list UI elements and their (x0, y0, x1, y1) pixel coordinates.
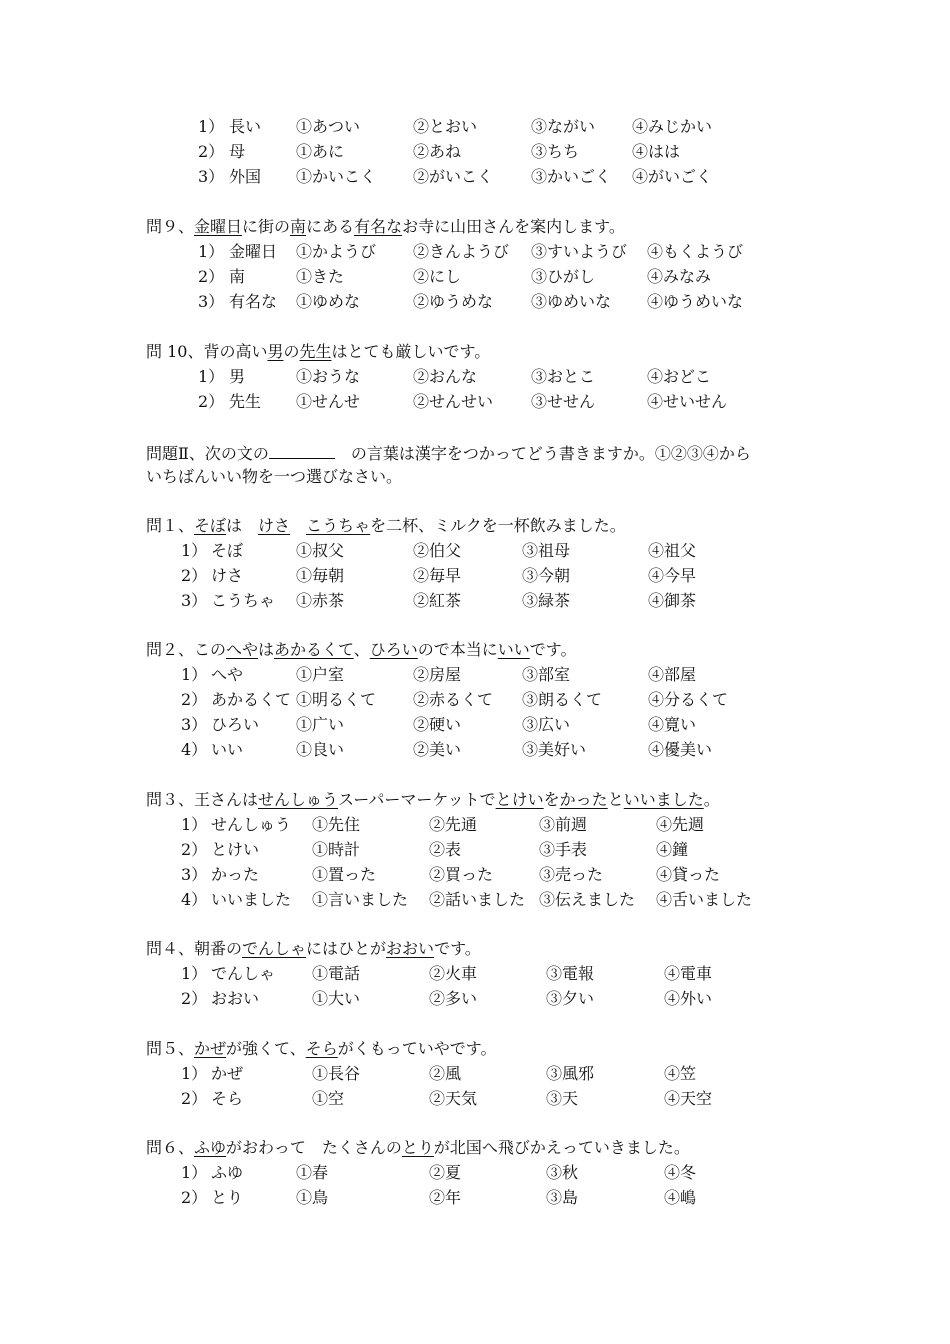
item-word: せんしゅう (211, 815, 292, 834)
option-3: ③電報 (546, 964, 595, 983)
option-2: ②風 (429, 1064, 462, 1083)
option-3: ③部室 (522, 665, 571, 684)
option-1: ①おうな (296, 367, 361, 386)
item-word: ふゆ (211, 1163, 244, 1182)
question-text (146, 939, 481, 959)
item-word: へや (211, 665, 244, 684)
option-4: ④先週 (656, 815, 705, 834)
option-2: ②とおい (413, 117, 478, 136)
option-3: ③天 (546, 1089, 579, 1108)
question-fragment: にはひとが (306, 939, 387, 958)
underlined-word: あかるくて (274, 640, 354, 659)
option-3: ③緑茶 (522, 591, 571, 610)
item-number: 3） (198, 167, 225, 186)
option-4: ④もくようび (647, 242, 744, 261)
option-1: ①空 (312, 1089, 345, 1108)
question-fragment: はとても厳しいです。 (331, 342, 491, 361)
item-number: 3） (181, 715, 208, 734)
option-2: ②年 (429, 1188, 462, 1207)
underlined-word: でんしゃ (242, 939, 307, 958)
option-1: ①赤茶 (296, 591, 345, 610)
item-word: そら (211, 1089, 244, 1108)
option-2: ②硬い (413, 715, 462, 734)
option-4: ④優美い (648, 740, 713, 759)
option-4: ④寛い (648, 715, 697, 734)
option-1: ①電話 (312, 964, 361, 983)
question-fragment: 。 (703, 790, 720, 809)
option-1: ①叔父 (296, 541, 345, 560)
option-4: ④はは (632, 142, 681, 161)
option-3: ③秋 (546, 1163, 579, 1182)
blank-underline (269, 442, 335, 459)
item-number: 2） (181, 989, 208, 1008)
option-1: ①明るくて (296, 690, 377, 709)
option-3: ③祖母 (522, 541, 571, 560)
option-3: ③伝えました (539, 890, 636, 909)
question-fragment: に街の (242, 217, 291, 236)
item-word: けさ (211, 566, 244, 585)
option-4: ④鐘 (656, 840, 689, 859)
item-word: いい (211, 740, 244, 759)
item-word: 母 (229, 142, 246, 161)
question-fragment: 問 10、背の高い (146, 342, 268, 361)
underlined-word: 金曜日 (194, 217, 243, 236)
item-number: 2） (181, 840, 208, 859)
item-word: とり (211, 1188, 244, 1207)
option-2: ②房屋 (413, 665, 462, 684)
option-1: ①かようび (296, 242, 377, 261)
option-3: ③ひがし (531, 267, 596, 286)
underlined-word: 有名な (354, 217, 403, 236)
item-word: ひろい (211, 715, 260, 734)
option-2: ②美い (413, 740, 462, 759)
option-3: ③島 (546, 1188, 579, 1207)
option-3: ③今朝 (522, 566, 571, 585)
item-word: 外国 (229, 167, 262, 186)
question-text (146, 1138, 690, 1158)
item-word: 男 (229, 367, 246, 386)
underlined-word: いい (497, 640, 530, 659)
item-number: 1） (181, 541, 208, 560)
item-word: 長い (229, 117, 262, 136)
question-fragment: スーパーマーケットで (338, 790, 496, 809)
item-number: 1） (181, 1163, 208, 1182)
question-text (146, 640, 577, 660)
option-4: ④みなみ (647, 267, 712, 286)
option-1: ①置った (312, 865, 377, 884)
option-3: ③手表 (539, 840, 588, 859)
option-2: ②がいこく (413, 167, 494, 186)
item-number: 1） (181, 815, 208, 834)
item-word: 南 (229, 267, 246, 286)
question-fragment: ので本当に (417, 640, 498, 659)
option-4: ④笠 (664, 1064, 697, 1083)
header-text-a: 問題Ⅱ、次の文の (146, 444, 269, 463)
option-3: ③広い (522, 715, 571, 734)
section-header-line1 (146, 442, 751, 464)
option-3: ③夕い (546, 989, 595, 1008)
question-text (146, 1039, 496, 1059)
option-4: ④部屋 (648, 665, 697, 684)
option-3: ③かいごく (531, 167, 612, 186)
item-number: 3） (198, 292, 225, 311)
option-2: ②先通 (429, 815, 478, 834)
item-number: 1） (181, 964, 208, 983)
option-2: ②表 (429, 840, 462, 859)
question-fragment: 問５、 (146, 1039, 195, 1058)
item-number: 2） (181, 566, 208, 585)
underlined-word: そぼ (194, 516, 227, 535)
item-word: そぼ (211, 541, 244, 560)
option-2: ②きんようび (413, 242, 510, 261)
option-3: ③おとこ (531, 367, 596, 386)
option-4: ④御茶 (648, 591, 697, 610)
option-4: ④電車 (664, 964, 713, 983)
option-2: ②伯父 (413, 541, 462, 560)
option-2: ②おんな (413, 367, 478, 386)
option-2: ②買った (429, 865, 494, 884)
underlined-word: とり (401, 1138, 434, 1157)
option-1: ①良い (296, 740, 345, 759)
underlined-word: かった (559, 790, 608, 809)
option-2: ②にし (413, 267, 462, 286)
option-3: ③美好い (522, 740, 587, 759)
option-1: ①户室 (296, 665, 345, 684)
option-1: ①言いました (312, 890, 409, 909)
option-1: ①時計 (312, 840, 361, 859)
item-word: とけい (211, 840, 260, 859)
question-text (146, 217, 625, 237)
option-1: ①春 (296, 1163, 329, 1182)
question-fragment: が北国へ飛びかえっていきました。 (433, 1138, 690, 1157)
question-fragment: です。 (434, 939, 481, 958)
underlined-word: ひろい (369, 640, 418, 659)
question-fragment: と (607, 790, 624, 809)
option-1: ①きた (296, 267, 345, 286)
question-fragment: の (283, 342, 300, 361)
option-1: ①あつい (296, 117, 361, 136)
underlined-word: 先生 (299, 342, 332, 361)
underlined-word: へや (226, 640, 259, 659)
option-4: ④嶋 (664, 1188, 697, 1207)
question-fragment: がくもっていやです。 (337, 1039, 497, 1058)
question-fragment: は (226, 516, 259, 535)
underlined-word: けさ (258, 516, 291, 535)
option-3: ③ゆめいな (531, 292, 612, 311)
underlined-word: とけい (495, 790, 544, 809)
option-4: ④天空 (664, 1089, 713, 1108)
underlined-word: せんしゅう (258, 790, 339, 809)
item-number: 1） (198, 117, 225, 136)
item-number: 1） (181, 1064, 208, 1083)
option-2: ②毎早 (413, 566, 462, 585)
question-fragment: 問２、この (146, 640, 227, 659)
item-number: 2） (181, 690, 208, 709)
question-fragment: 問９、 (146, 217, 195, 236)
question-fragment: がおわって たくさんの (226, 1138, 402, 1157)
option-4: ④みじかい (632, 117, 713, 136)
item-number: 2） (181, 1089, 208, 1108)
option-4: ④舌いました (656, 890, 753, 909)
option-2: ②多い (429, 989, 478, 1008)
question-text (146, 342, 490, 362)
option-4: ④ゆうめいな (647, 292, 744, 311)
option-1: ①广い (296, 715, 345, 734)
item-number: 1） (198, 242, 225, 261)
question-fragment: を (543, 790, 560, 809)
question-fragment: 問４、朝番の (146, 939, 243, 958)
question-fragment (290, 516, 306, 535)
underlined-word: おおい (386, 939, 435, 958)
question-text (146, 790, 720, 810)
option-3: ③朗るくて (522, 690, 603, 709)
question-fragment: 問３、王さんは (146, 790, 259, 809)
item-word: 先生 (229, 392, 262, 411)
item-number: 3） (181, 591, 208, 610)
option-1: ①かいこく (296, 167, 377, 186)
item-number: 4） (181, 890, 208, 909)
question-fragment: 、 (353, 640, 370, 659)
option-2: ②夏 (429, 1163, 462, 1182)
item-word: いいました (211, 890, 292, 909)
item-word: かった (211, 865, 260, 884)
question-text (146, 516, 626, 536)
option-3: ③風邪 (546, 1064, 595, 1083)
option-2: ②火車 (429, 964, 478, 983)
option-1: ①大い (312, 989, 361, 1008)
option-1: ①先住 (312, 815, 361, 834)
question-fragment: です。 (529, 640, 577, 659)
option-1: ①ゆめな (296, 292, 361, 311)
option-1: ①あに (296, 142, 345, 161)
underlined-word: そら (305, 1039, 338, 1058)
header-text-b: の言葉は漢字をつかってどう書きますか。①②③④から (350, 444, 751, 463)
underlined-word: 南 (290, 217, 307, 236)
underlined-word: かぜ (194, 1039, 227, 1058)
option-2: ②赤るくて (413, 690, 494, 709)
option-2: ②話いました (429, 890, 526, 909)
option-3: ③ちち (531, 142, 580, 161)
item-number: 2） (198, 267, 225, 286)
item-number: 4） (181, 740, 208, 759)
item-word: 金曜日 (229, 242, 278, 261)
option-4: ④おどこ (647, 367, 712, 386)
underlined-word: いいました (623, 790, 704, 809)
underlined-word: こうちゃ (306, 516, 371, 535)
underlined-word: ふゆ (194, 1138, 227, 1157)
question-fragment: を二杯、ミルクを一杯飲みました。 (370, 516, 626, 535)
option-2: ②せんせい (413, 392, 494, 411)
option-3: ③せせん (531, 392, 596, 411)
item-word: こうちゃ (211, 591, 276, 610)
option-4: ④今早 (648, 566, 697, 585)
item-word: でんしゃ (211, 964, 276, 983)
item-word: かぜ (211, 1064, 244, 1083)
item-word: おおい (211, 989, 260, 1008)
item-word: あかるくて (211, 690, 292, 709)
item-number: 2） (198, 142, 225, 161)
option-2: ②ゆうめな (413, 292, 494, 311)
underlined-word: 男 (267, 342, 284, 361)
question-fragment: が強くて、 (226, 1039, 306, 1058)
option-4: ④分るくて (648, 690, 729, 709)
option-4: ④がいごく (632, 167, 713, 186)
option-4: ④冬 (664, 1163, 697, 1182)
option-2: ②天気 (429, 1089, 478, 1108)
option-1: ①せんせ (296, 392, 361, 411)
option-3: ③前週 (539, 815, 588, 834)
option-4: ④貸った (656, 865, 721, 884)
item-number: 2） (198, 392, 225, 411)
option-3: ③売った (539, 865, 604, 884)
section-header-line2: いちばんいい物を一つ選びなさい。 (146, 467, 403, 486)
option-1: ①毎朝 (296, 566, 345, 585)
item-number: 2） (181, 1188, 208, 1207)
option-1: ①長谷 (312, 1064, 361, 1083)
question-fragment: 問１、 (146, 516, 195, 535)
option-3: ③すいようび (531, 242, 628, 261)
option-4: ④祖父 (648, 541, 697, 560)
option-4: ④せいせん (647, 392, 728, 411)
item-number: 1） (198, 367, 225, 386)
option-1: ①鳥 (296, 1188, 329, 1207)
item-number: 1） (181, 665, 208, 684)
question-fragment: にある (306, 217, 355, 236)
option-2: ②紅茶 (413, 591, 462, 610)
option-3: ③ながい (531, 117, 596, 136)
item-word: 有名な (229, 292, 278, 311)
option-2: ②あね (413, 142, 462, 161)
option-4: ④外い (664, 989, 713, 1008)
item-number: 3） (181, 865, 208, 884)
question-fragment: お寺に山田さんを案内します。 (402, 217, 625, 236)
question-fragment: 問６、 (146, 1138, 195, 1157)
question-fragment: は (258, 640, 275, 659)
